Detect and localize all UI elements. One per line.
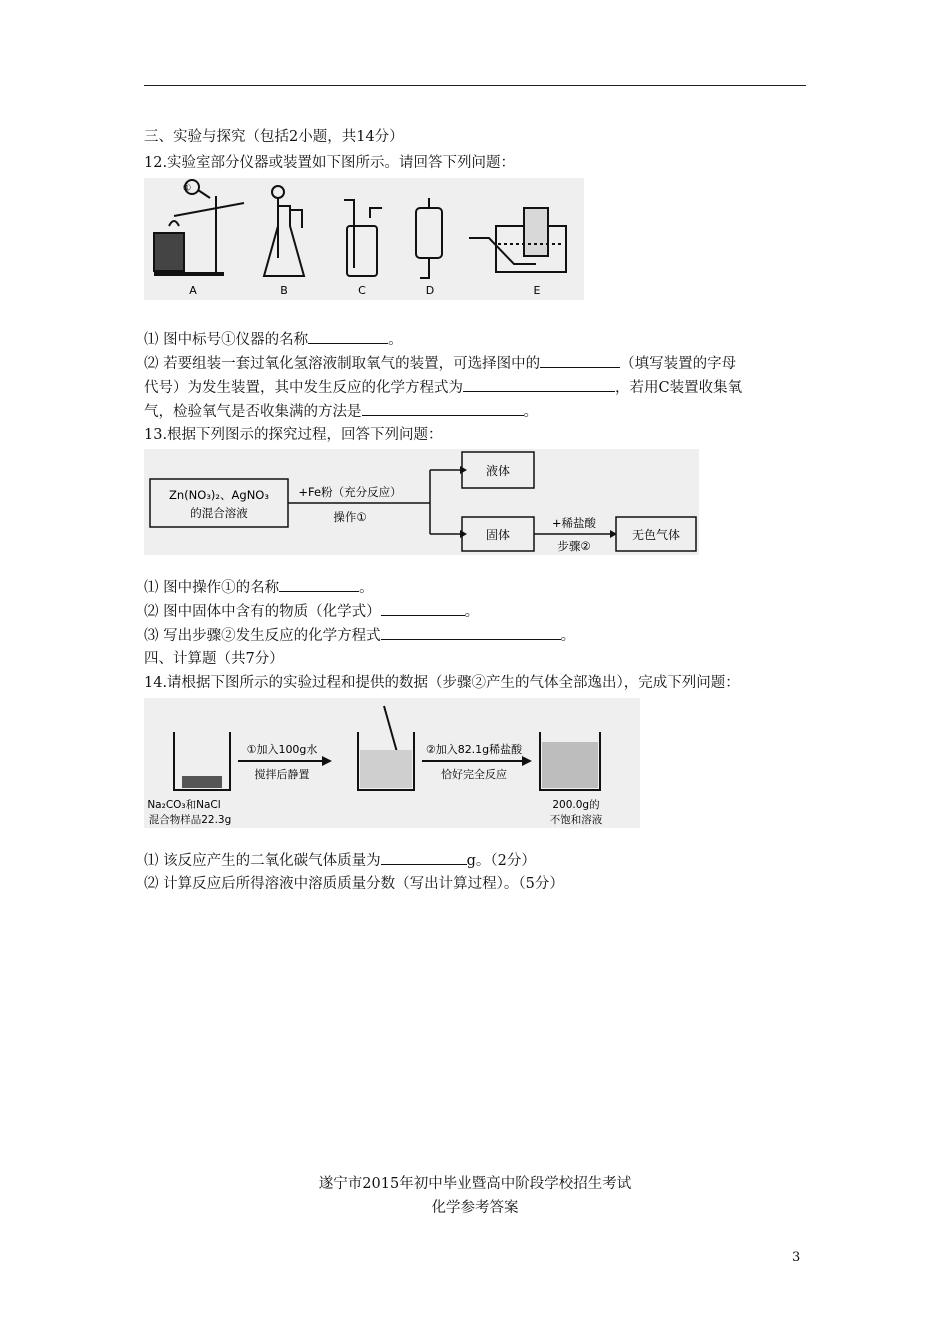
q13-part2: ⑵ 图中固体中含有的物质（化学式） 。: [144, 601, 479, 622]
q12-part2-line1: ⑵ 若要组装一套过氧化氢溶液制取氧气的装置，可选择图中的 （填写装置的字母: [144, 353, 736, 374]
step2-bottom-label: 恰好完全反应: [441, 768, 507, 781]
step1-bottom-label: 搅拌后静置: [254, 768, 310, 781]
apparatus-d: [416, 198, 442, 278]
answer-blank[interactable]: [381, 601, 465, 616]
footer-title: 遂宁市2015年初中毕业暨高中阶段学校招生考试: [318, 1176, 632, 1192]
q14-stem: 14.请根据下图所示的实验过程和提供的数据（步骤②产生的气体全部逸出），完成下列问题：: [144, 675, 740, 691]
solid-sample: [182, 776, 222, 788]
result-label-1: 200.0g的: [552, 799, 600, 811]
answer-blank[interactable]: [381, 625, 561, 640]
apparatus-label-b: B: [280, 284, 288, 297]
flow-gas-label: 无色气体: [631, 528, 681, 542]
apparatus-figure: [144, 178, 584, 300]
apparatus-a: [154, 180, 244, 274]
header-rule: [144, 85, 806, 86]
q12-part1: ⑴ 图中标号①仪器的名称 。: [144, 329, 403, 350]
answer-blank[interactable]: [540, 353, 620, 368]
flow-figure: [144, 449, 699, 555]
answer-blank[interactable]: [463, 377, 615, 392]
answer-blank[interactable]: [308, 329, 388, 344]
apparatus-c: [344, 200, 382, 276]
flow-add-label: +Fe粉（充分反应）: [298, 485, 402, 499]
flow-solid-label: 固体: [485, 528, 511, 542]
flow-acid-label: +稀盐酸: [551, 516, 597, 530]
q12-part2-line2: 代号）为发生装置，其中发生反应的化学方程式为 ，若用C装置收集氧: [144, 377, 742, 398]
footer-subtitle: 化学参考答案: [431, 1200, 519, 1216]
apparatus-label-a: A: [189, 284, 197, 297]
beaker-figure: [144, 698, 640, 828]
flow-op1-label: 操作①: [333, 510, 367, 524]
q14-part1: ⑴ 该反应产生的二氧化碳气体质量为 g。（2分）: [144, 850, 536, 871]
apparatus-marker: ①: [182, 183, 192, 194]
q13-part1: ⑴ 图中操作①的名称 。: [144, 577, 374, 598]
apparatus-svg: [144, 178, 584, 300]
apparatus-label-d: D: [425, 284, 435, 297]
step2-top-label: ②加入82.1g稀盐酸: [425, 743, 523, 756]
q13-stem: 13.根据下列图示的探究过程，回答下列问题：: [144, 427, 443, 443]
flow-liquid-label: 液体: [485, 464, 511, 478]
q13-part3: ⑶ 写出步骤②发生反应的化学方程式 。: [144, 625, 575, 646]
sample-label-2: 混合物样品22.3g: [148, 814, 232, 826]
apparatus-label-e: E: [533, 284, 541, 297]
flow-step2-label: 步骤②: [557, 539, 591, 553]
section4-heading: 四、计算题（共7分）: [144, 651, 284, 667]
apparatus-e: [469, 208, 566, 272]
beaker-svg: [144, 698, 640, 828]
solution-level-3: [542, 742, 598, 788]
page-number: 3: [792, 1250, 801, 1265]
flow-start-line2: 的混合溶液: [190, 506, 248, 520]
flow-svg: [144, 449, 699, 555]
q12-stem: 12.实验室部分仪器或装置如下图所示。请回答下列问题：: [144, 155, 516, 171]
q12-part2-line3: 气，检验氧气是否收集满的方法是 。: [144, 401, 538, 422]
apparatus-b: [264, 186, 304, 276]
answer-blank[interactable]: [362, 401, 524, 416]
answer-blank[interactable]: [381, 850, 467, 865]
result-label-2: 不饱和溶液: [549, 814, 603, 826]
section3-heading: 三、实验与探究（包括2小题，共14分）: [144, 129, 404, 145]
q14-part2: ⑵ 计算反应后所得溶液中溶质质量分数（写出计算过程）。（5分）: [144, 876, 564, 892]
sample-label-1: Na₂CO₃和NaCl: [147, 799, 221, 811]
answer-blank[interactable]: [279, 577, 359, 592]
apparatus-label-c: C: [358, 284, 366, 297]
flow-start-line1: Zn(NO₃)₂、AgNO₃: [169, 488, 269, 502]
step1-top-label: ①加入100g水: [246, 743, 318, 756]
solution-level-2: [360, 750, 412, 788]
